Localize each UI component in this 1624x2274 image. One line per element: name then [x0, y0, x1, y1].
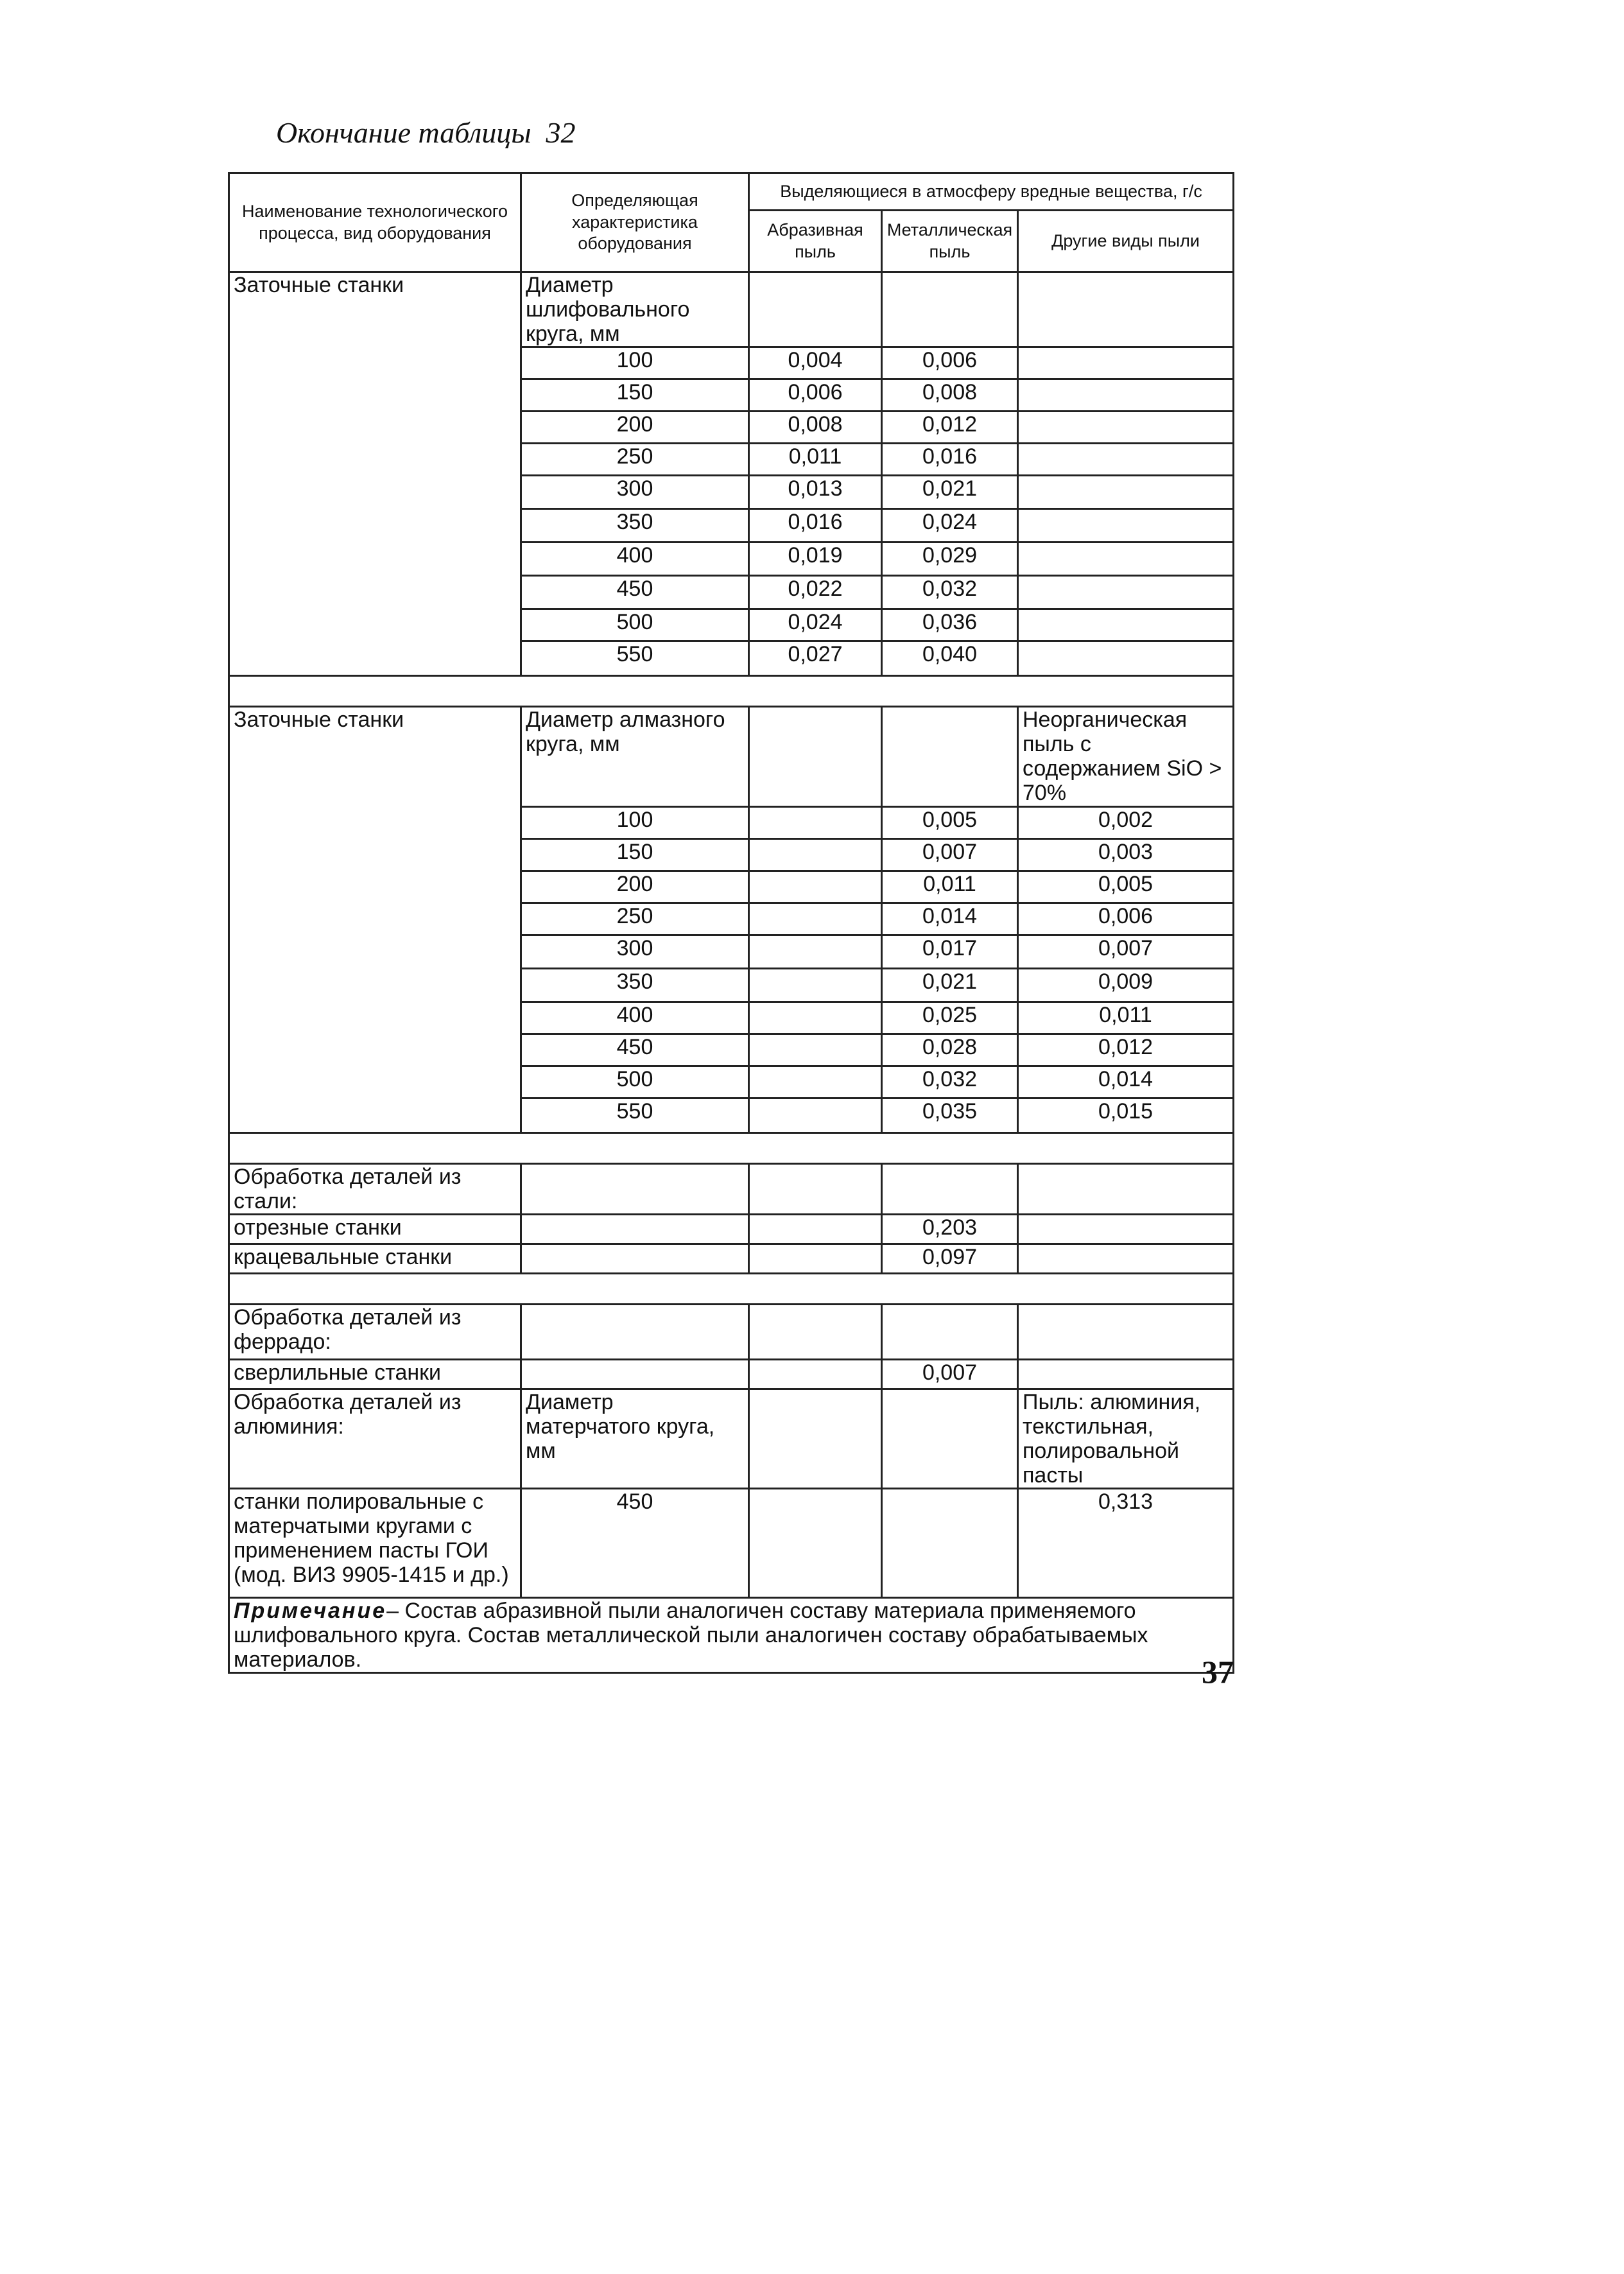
table-row: 200 0,008 0,012 — [229, 412, 1234, 444]
page-number: 37 — [1202, 1654, 1234, 1690]
section3-title: Обработка деталей из стали: — [229, 1163, 521, 1214]
spacer-row — [229, 676, 1234, 707]
table-row: 150 0,007 0,003 — [229, 838, 1234, 871]
table-row: 300 0,013 0,021 — [229, 476, 1234, 509]
table-row — [229, 707, 1234, 806]
section5-row-name: станки полировальные с матерчатыми кругами с применением пасты ГОИ (мод. ВИЗ 9905-1415 и др.) — [229, 1489, 521, 1598]
table-row: 250 0,014 0,006 — [229, 903, 1234, 935]
section5-title: Обработка деталей из алюминия: — [229, 1389, 521, 1488]
header-metal: Металлическая пыль — [882, 211, 1018, 272]
table-row — [229, 1304, 1234, 1359]
emissions-table — [228, 172, 1234, 1674]
table-row: 550 0,027 0,040 — [229, 641, 1234, 676]
section1-characteristic: Диаметр шлифовального круга, мм — [521, 272, 749, 347]
section4-title: Обработка деталей из феррадо: — [229, 1304, 521, 1359]
section2-characteristic: Диаметр алмазного круга, мм — [521, 707, 749, 806]
header-abrasive: Абразивная пыль — [749, 211, 882, 272]
table-row: 550 0,035 0,015 — [229, 1098, 1234, 1133]
header-emissions-group: Выделяющиеся в атмосферу вредные вещества, г/с — [749, 173, 1234, 211]
header-row — [229, 173, 1234, 211]
table-row: станки полировальные с матерчатыми кругами с применением пасты ГОИ (мод. ВИЗ 9905-1415 и др.) 450 0,313 — [229, 1489, 1234, 1598]
table-note — [229, 1598, 1234, 1673]
table-row: 150 0,006 0,008 — [229, 379, 1234, 412]
table-row: 450 0,022 0,032 — [229, 576, 1234, 609]
spacer-row — [229, 1273, 1234, 1304]
table-row: 400 0,025 0,011 — [229, 1002, 1234, 1034]
table-row: 350 0,021 0,009 — [229, 968, 1234, 1002]
section5-characteristic: Диаметр матерчатого круга, мм — [521, 1389, 749, 1488]
table-row: 450 0,028 0,012 — [229, 1034, 1234, 1066]
table-row: 300 0,017 0,007 — [229, 935, 1234, 968]
note-row — [229, 1598, 1234, 1673]
table-row: 100 0,004 0,006 — [229, 347, 1234, 379]
table-row: 200 0,011 0,005 — [229, 871, 1234, 903]
note-text: – Состав абразивной пыли аналогичен составу материала применяемого шлифовального круга. Состав металлической пыли аналогичен составу обрабатываемых материалов. — [234, 1599, 1148, 1672]
section2-name: Заточные станки — [229, 707, 521, 1133]
header-characteristic: Определяющая характеристика оборудования — [521, 173, 749, 272]
header-process: Наименование технологического процесса, вид оборудования — [229, 173, 521, 272]
table-row: сверлильные станки 0,007 — [229, 1359, 1234, 1389]
note-label: Примечание — [234, 1599, 387, 1624]
table-row: 250 0,011 0,016 — [229, 444, 1234, 476]
table-row — [229, 1389, 1234, 1488]
table-caption: Окончание таблицы 32 — [276, 116, 576, 149]
table-row: 500 0,032 0,014 — [229, 1066, 1234, 1098]
section5-other-header: Пыль: алюминия, текстильная, полировальной пасты — [1018, 1389, 1234, 1488]
table-row: 500 0,024 0,036 — [229, 609, 1234, 641]
section2-other-header: Неорганическая пыль с содержанием SiO > 70% — [1018, 707, 1234, 806]
table-row: 400 0,019 0,029 — [229, 542, 1234, 576]
table-row — [229, 1163, 1234, 1214]
spacer-row — [229, 1133, 1234, 1163]
table-row — [229, 272, 1234, 347]
section1-name: Заточные станки — [229, 272, 521, 676]
header-other: Другие виды пыли — [1018, 211, 1234, 272]
table-row: отрезные станки 0,203 — [229, 1214, 1234, 1244]
table-row: 350 0,016 0,024 — [229, 509, 1234, 542]
table-row: крацевальные станки 0,097 — [229, 1244, 1234, 1273]
table-row: 100 0,005 0,002 — [229, 806, 1234, 838]
